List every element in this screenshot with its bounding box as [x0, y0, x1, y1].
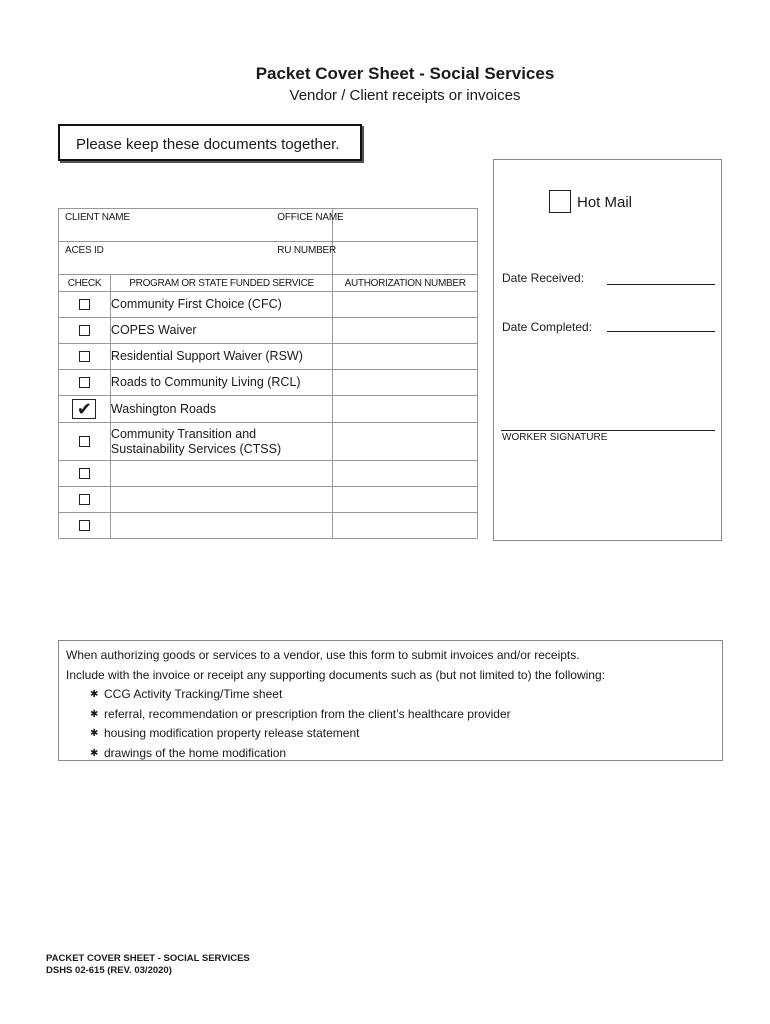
table-row	[59, 292, 478, 318]
authorization-number-field[interactable]	[333, 344, 478, 370]
list-item: ✱ housing modification property release statement	[90, 724, 722, 744]
checkbox-washington-roads-checked[interactable]: ✔	[72, 399, 96, 419]
supporting-documents-list	[66, 685, 722, 763]
authorization-number-field[interactable]	[333, 318, 478, 344]
checkbox-blank-1[interactable]	[79, 468, 90, 479]
program-label-line1: Community Transition and	[110, 426, 257, 441]
date-completed-field[interactable]	[607, 331, 715, 332]
footer-form-title: PACKET COVER SHEET - SOCIAL SERVICES	[46, 953, 250, 964]
checkbox-cfc[interactable]	[79, 299, 90, 310]
office-name-field[interactable]	[277, 209, 478, 242]
column-header-authorization: AUTHORIZATION NUMBER	[333, 275, 478, 292]
footer-form-number: DSHS 02-615 (REV. 03/2020)	[46, 965, 172, 976]
table-row	[59, 461, 478, 487]
date-received-label: Date Received:	[502, 271, 585, 285]
authorization-number-field[interactable]	[333, 423, 478, 461]
authorization-number-field[interactable]	[333, 461, 478, 487]
date-received-field[interactable]	[607, 284, 715, 285]
form-footer	[46, 953, 250, 977]
program-label	[110, 423, 332, 461]
program-label: Roads to Community Living (RCL)	[110, 370, 332, 396]
authorization-number-field[interactable]	[333, 396, 478, 423]
column-header-program: PROGRAM OR STATE FUNDED SERVICE	[110, 275, 332, 292]
office-use-panel	[493, 159, 722, 541]
table-row	[59, 370, 478, 396]
list-item: ✱ CCG Activity Tracking/Time sheet	[90, 685, 722, 705]
aces-id-label: ACES ID	[65, 245, 104, 256]
column-header-check: CHECK	[59, 275, 111, 292]
worker-signature-field[interactable]	[501, 430, 715, 431]
checkbox-rcl[interactable]	[79, 377, 90, 388]
bullet-icon: ✱	[90, 708, 99, 720]
program-field-blank[interactable]	[110, 513, 332, 539]
program-label: COPES Waiver	[110, 318, 332, 344]
bullet-icon: ✱	[90, 747, 99, 759]
table-row	[59, 513, 478, 539]
checkbox-rsw[interactable]	[79, 351, 90, 362]
program-label: Community First Choice (CFC)	[110, 292, 332, 318]
date-completed-label: Date Completed:	[502, 320, 593, 334]
instructions-line-2: Include with the invoice or receipt any supporting documents such as (but not limited to) the following:	[66, 667, 605, 682]
program-label-line2: Sustainability Services (CTSS)	[110, 441, 282, 456]
program-label: Residential Support Waiver (RSW)	[110, 344, 332, 370]
bullet-icon: ✱	[90, 689, 99, 700]
table-row	[59, 318, 478, 344]
page-subtitle: Vendor / Client receipts or invoices	[289, 87, 521, 104]
worker-signature-label: WORKER SIGNATURE	[502, 432, 608, 443]
ru-number-field[interactable]	[277, 242, 478, 275]
table-row	[59, 344, 478, 370]
list-item: ✱ drawings of the home modification	[90, 744, 722, 764]
instructions-box	[58, 640, 723, 761]
hot-mail-label: Hot Mail	[577, 194, 633, 211]
checkbox-blank-2[interactable]	[79, 494, 90, 505]
bullet-icon: ✱	[90, 728, 99, 739]
authorization-number-field[interactable]	[333, 513, 478, 539]
table-row	[59, 423, 478, 461]
table-row	[59, 396, 478, 423]
checkbox-copes[interactable]	[79, 325, 90, 336]
program-field-blank[interactable]	[110, 487, 332, 513]
authorization-number-field[interactable]	[333, 370, 478, 396]
page-title: Packet Cover Sheet - Social Services	[255, 64, 555, 83]
list-item: ✱ referral, recommendation or prescription from the client’s healthcare provider	[90, 705, 722, 725]
keep-together-notice: Please keep these documents together.	[58, 124, 362, 161]
services-form-table	[58, 208, 478, 539]
checkbox-ctss[interactable]	[79, 436, 90, 447]
checkbox-blank-3[interactable]	[79, 520, 90, 531]
authorization-number-field[interactable]	[333, 487, 478, 513]
authorization-number-field[interactable]	[333, 292, 478, 318]
program-label: Washington Roads	[110, 396, 332, 423]
office-name-label: OFFICE NAME	[277, 212, 344, 223]
hot-mail-checkbox[interactable]	[549, 190, 571, 213]
program-field-blank[interactable]	[110, 461, 332, 487]
instructions-line-1: When authorizing goods or services to a vendor, use this form to submit invoices and/or receipts.	[66, 648, 580, 662]
table-row	[59, 487, 478, 513]
client-name-label: CLIENT NAME	[65, 212, 130, 223]
ru-number-label: RU NUMBER	[277, 245, 337, 256]
